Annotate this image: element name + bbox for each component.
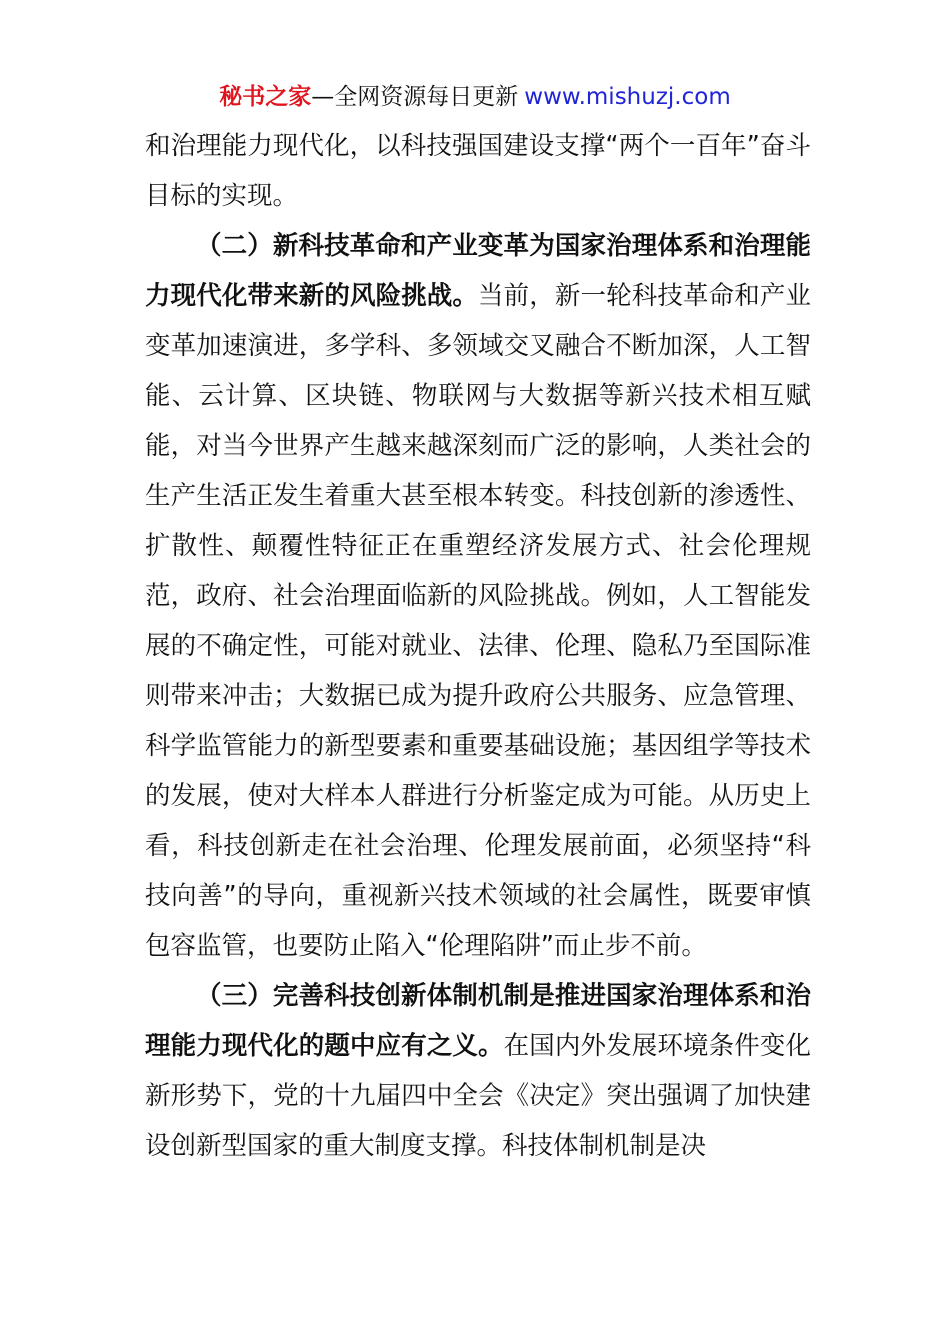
site-url-link[interactable]: www.mishuzj.com [524,84,731,110]
paragraph-continuation [145,121,811,221]
section-2-text: 当前，新一轮科技革命和产业变革加速演进，多学科、多领域交叉融合不断加深，人工智能、云计算、区块链、物联网与大数据等新兴技术相互赋能，对当今世界产生越来越深刻而广泛的影响，人类社会的生产生活正发生着重大甚至根本转变。科技创新的渗透性、扩散性、颠覆性特征正在重塑经济发展方式、社会伦理规范，政府、社会治理面临新的风险挑战。例如，人工智能发展的不确定性，可能对就业、法律、伦理、隐私乃至国际准则带来冲击；大数据已成为提升政府公共服务、应急管理、科学监管能力的新型要素和重要基础设施；基因组学等技术的发展，使对大样本人群进行分析鉴定成为可能。从历史上看，科技创新走在社会治理、伦理发展前面，必须坚持“科技向善”的导向，重视新兴技术领域的社会属性，既要审慎包容监管，也要防止陷入“伦理陷阱”而止步不前。 [145,281,811,961]
paragraph-section-2 [145,221,811,971]
paragraph-section-3 [145,971,811,1171]
site-header [0,80,950,114]
document-body [145,121,811,1171]
site-brand: 秘书之家 [219,84,312,110]
site-tagline: —全网资源每日更新 [311,84,519,110]
section-3-text: 在国内外发展环境条件变化新形势下，党的十九届四中全会《决定》突出强调了加快建设创新型国家的重大制度支撑。科技体制机制是决 [145,1031,811,1161]
section-3-heading: （三）完善科技创新体制机制是推进国家治理体系和治理能力现代化的题中应有之义。 [145,981,811,1061]
section-2-heading: （二）新科技革命和产业变革为国家治理体系和治理能力现代化带来新的风险挑战。 [145,231,811,311]
paragraph-text: 和治理能力现代化，以科技强国建设支撑“两个一百年”奋斗目标的实现。 [145,131,811,211]
